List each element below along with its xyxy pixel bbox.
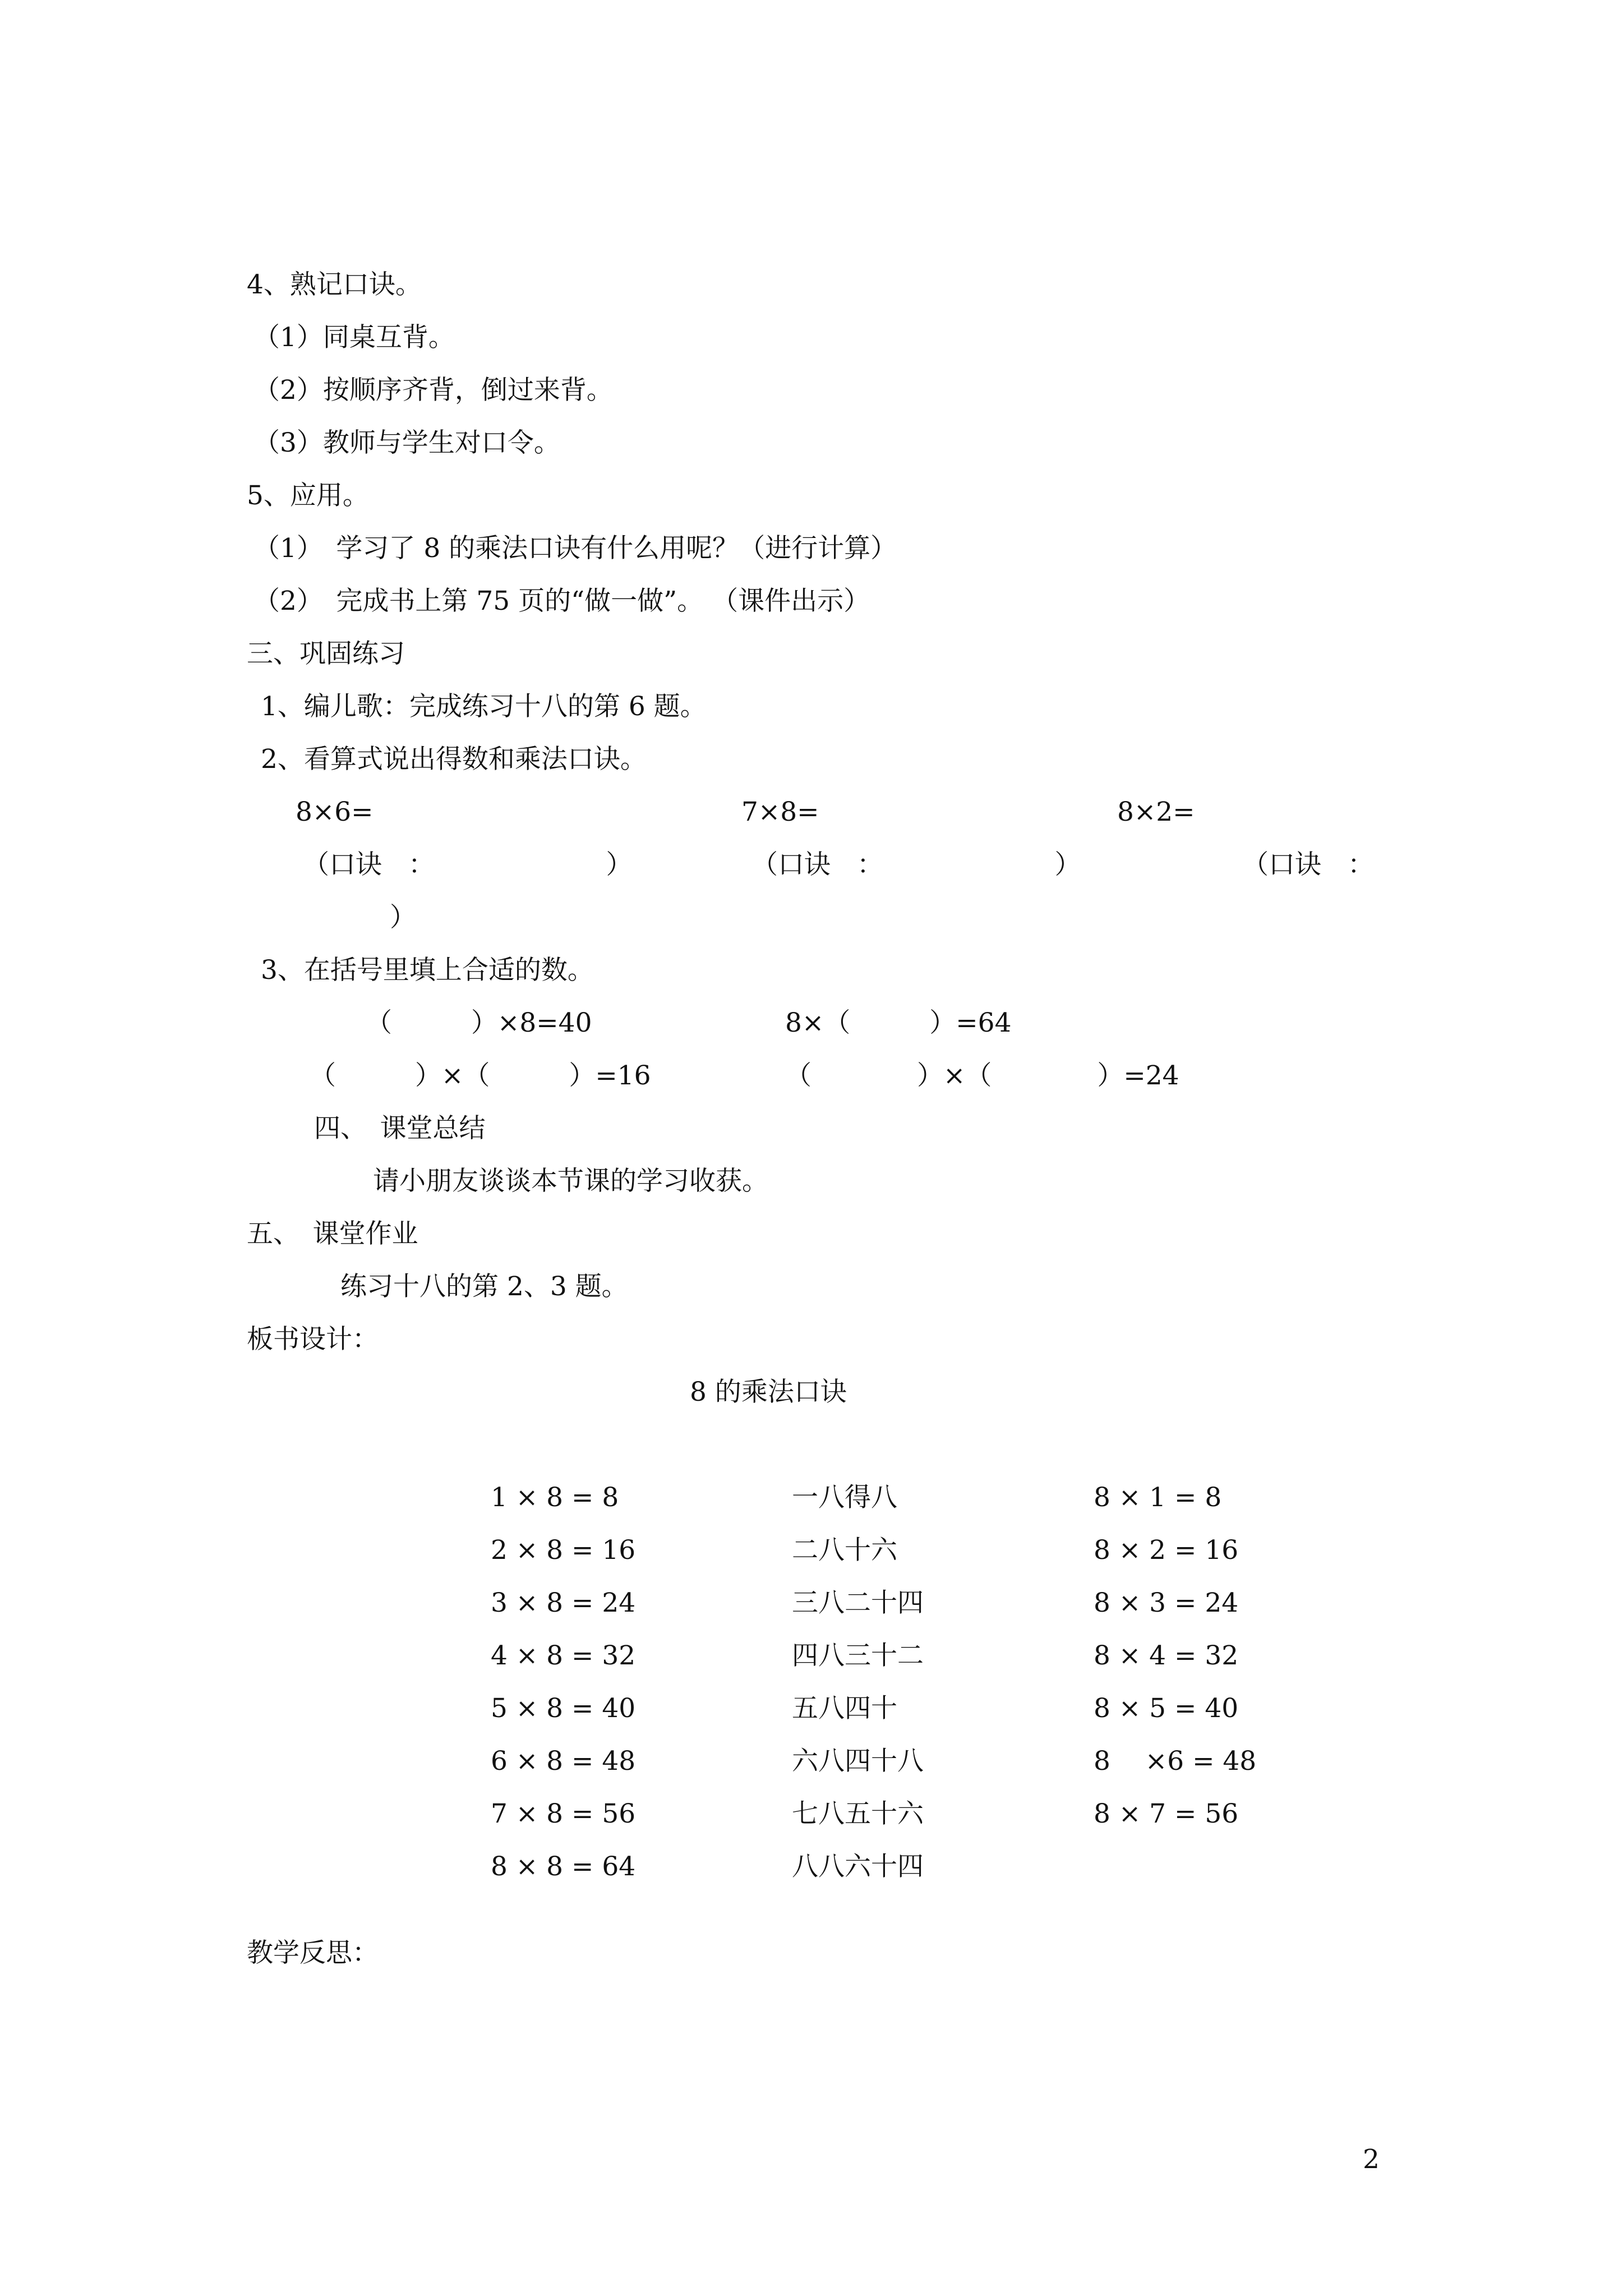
exercise-2-equation-2: 7×8=	[741, 797, 819, 827]
part-4-body: 请小朋友谈谈本节课的学习收获。	[373, 1166, 768, 1197]
board-col3-row: 8 ×6 = 48	[1094, 1746, 1257, 1777]
exercise-3-row2-left: （ ）×（ ）=16	[310, 1060, 651, 1091]
section-4-item-3: （3）教师与学生对口令。	[253, 427, 560, 458]
exercise-3-row1-left: （ ）×8=40	[366, 1007, 592, 1038]
teaching-reflection-label: 教学反思：	[247, 1938, 379, 1968]
exercise-2-koujue-close: ）	[390, 902, 416, 933]
board-col1-row: 8 × 8 = 64	[491, 1851, 636, 1882]
board-col3-row: 8 × 4 = 32	[1094, 1640, 1239, 1671]
board-col2-row: 一八得八	[792, 1482, 897, 1513]
exercise-2-koujue-3: （口诀 ：	[1242, 849, 1374, 880]
board-col2-row: 二八十六	[792, 1535, 897, 1566]
part-5-heading: 五、 课堂作业	[247, 1218, 418, 1249]
board-col2-row: 六八四十八	[792, 1746, 924, 1777]
board-col1-row: 7 × 8 = 56	[491, 1798, 636, 1829]
board-col1-row: 5 × 8 = 40	[491, 1693, 636, 1724]
part-5-body: 练习十八的第 2、3 题。	[340, 1271, 628, 1302]
page-number: 2	[1363, 2144, 1380, 2175]
exercise-3-instruction: 3、在括号里填上合适的数。	[261, 955, 594, 986]
section-4-item-2: （2）按顺序齐背，倒过来背。	[253, 375, 613, 406]
section-4-heading: 4、熟记口诀。	[247, 269, 422, 300]
section-5-item-1: （1） 学习了 8 的乘法口诀有什么用呢？（进行计算）	[253, 533, 897, 564]
board-col1-row: 3 × 8 = 24	[491, 1588, 636, 1618]
exercise-2-equation-3: 8×2=	[1117, 797, 1195, 827]
board-col3-row: 8 × 2 = 16	[1094, 1535, 1239, 1566]
board-col1-row: 2 × 8 = 16	[491, 1535, 636, 1566]
board-col2-row: 四八三十二	[792, 1640, 924, 1671]
board-col3-row: 8 × 1 = 8	[1094, 1482, 1222, 1513]
exercise-2-instruction: 2、看算式说出得数和乘法口诀。	[261, 744, 647, 775]
part-3-heading: 三、巩固练习	[247, 638, 405, 669]
board-col2-row: 五八四十	[792, 1693, 897, 1724]
exercise-3-row2-right: （ ）×（ ）=24	[785, 1060, 1179, 1091]
part-4-heading: 四、 课堂总结	[314, 1113, 486, 1144]
section-4-item-1: （1）同桌互背。	[253, 322, 455, 353]
board-col1-row: 4 × 8 = 32	[491, 1640, 636, 1671]
board-col1-row: 6 × 8 = 48	[491, 1746, 636, 1777]
exercise-2-equation-1: 8×6=	[296, 797, 374, 827]
exercise-2-koujue-2: （口诀 ： ）	[751, 849, 1081, 880]
board-col2-row: 三八二十四	[792, 1588, 924, 1618]
board-col2-row: 七八五十六	[792, 1798, 924, 1829]
board-col3-row: 8 × 7 = 56	[1094, 1798, 1239, 1829]
board-col3-row: 8 × 5 = 40	[1094, 1693, 1239, 1724]
board-col1-row: 1 × 8 = 8	[491, 1482, 619, 1513]
exercise-3-row1-right: 8×（ ）=64	[785, 1007, 1012, 1038]
exercise-2-koujue-1: （口诀 ： ）	[303, 849, 633, 880]
board-title: 8 的乘法口诀	[690, 1377, 847, 1407]
board-col2-row: 八八六十四	[792, 1851, 924, 1882]
board-design-label: 板书设计：	[247, 1324, 379, 1355]
exercise-1: 1、编儿歌：完成练习十八的第 6 题。	[261, 691, 707, 722]
section-5-heading: 5、应用。	[247, 480, 369, 511]
board-col3-row: 8 × 3 = 24	[1094, 1588, 1239, 1618]
section-5-item-2: （2） 完成书上第 75 页的“做一做”。 （课件出示）	[253, 586, 870, 616]
